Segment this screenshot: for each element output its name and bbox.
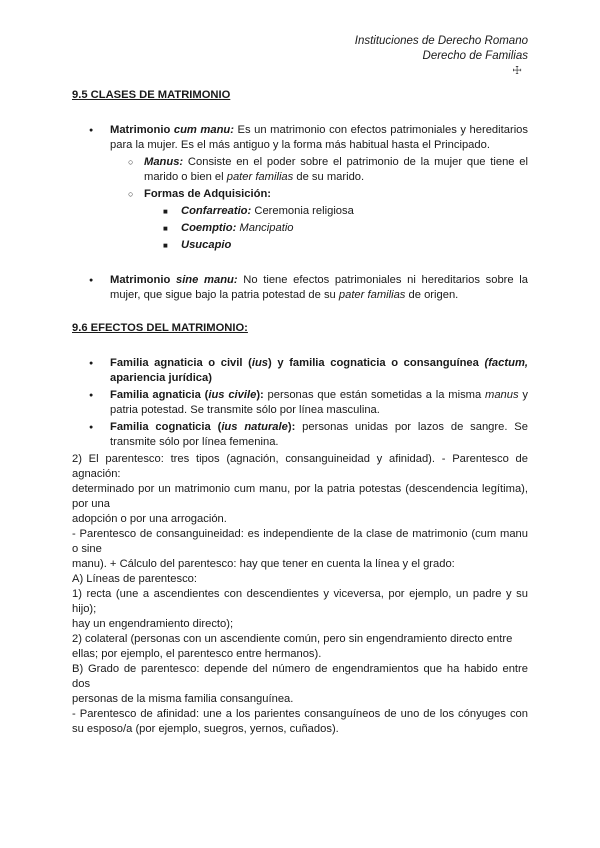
paragraph-line: - Parentesco de consanguineidad: es independiente de la clase de matrimonio (cum manu o sine bbox=[72, 528, 528, 555]
section-heading-clases: 9.5 CLASES DE MATRIMONIO bbox=[72, 89, 231, 101]
list-item-usucapio: ■ Usucapio bbox=[144, 238, 528, 253]
paragraph-line: manu). + Cálculo del parentesco: hay que tener en cuenta la línea y el grado: bbox=[72, 558, 455, 570]
term-label: Manus: bbox=[144, 156, 184, 168]
bullet-familia-tipos: ● Familia agnaticia o civil (ius) y familia cognaticia o consanguínea (factum, apariencia jurídica) bbox=[72, 356, 528, 386]
paragraph-line: adopción o por una arrogación. bbox=[72, 513, 227, 525]
term-label: Formas de Adquisición: bbox=[144, 188, 272, 200]
paragraph-line: personas de la misma familia consanguínea. bbox=[72, 693, 294, 705]
paragraph-line: A) Líneas de parentesco: bbox=[72, 573, 198, 585]
bullet-familia-cognaticia: ● Familia cognaticia (ius naturale): personas unidas por lazos de sangre. Se transmite sólo por línea femenina. bbox=[72, 420, 528, 450]
term-label: Matrimonio sine manu: bbox=[110, 274, 238, 286]
cross-icon: ☩ bbox=[512, 65, 522, 77]
header-topic-title: Derecho de Familias bbox=[422, 50, 528, 62]
bullet-cum-manu bbox=[72, 123, 528, 153]
paragraph-line: ellas; por ejemplo, el parentesco entre hermanos). bbox=[72, 648, 322, 660]
paragraph-line: 2) El parentesco: tres tipos (agnación, consanguineidad y afinidad). - Parentesco de agnación: bbox=[72, 453, 528, 480]
section-heading-efectos: 9.6 EFECTOS DEL MATRIMONIO: bbox=[72, 322, 248, 334]
parentesco-text bbox=[72, 452, 528, 737]
sub-bullet-formas bbox=[110, 187, 528, 202]
list-item-confarreatio: ■ Confarreatio: Ceremonia religiosa bbox=[144, 204, 528, 219]
paragraph-line: - Parentesco de afinidad: une a los parientes consanguíneos de uno de los cónyuges con su esposo/a (por ejemplo, suegros, yernos, cuñados). bbox=[72, 708, 528, 735]
list-item-coemptio: ■ Coemptio: Mancipatio bbox=[144, 221, 528, 236]
bullet-familia-agnaticia: ● Familia agnaticia (ius civile): personas que están sometidas a la misma manus y patria potestad. Se transmite sólo por línea masculina. bbox=[72, 388, 528, 418]
document-body bbox=[72, 88, 528, 737]
term-label: Matrimonio cum manu: bbox=[110, 124, 234, 136]
header-course-title: Instituciones de Derecho Romano bbox=[354, 35, 528, 47]
paragraph-line: determinado por un matrimonio cum manu, por la patria potestas (descendencia legítima), por una bbox=[72, 483, 528, 510]
paragraph-line: hay un engendramiento directo); bbox=[72, 618, 234, 630]
bullet-sine-manu: ● Matrimonio sine manu: No tiene efectos patrimoniales ni hereditarios sobre la mujer, que sigue bajo la patria potestad de su pater familias de origen. bbox=[72, 273, 528, 303]
sub-bullet-manus: ○ Manus: Consiste en el poder sobre el patrimonio de la mujer que tiene el marido o bien el pater familias de su marido. bbox=[110, 155, 528, 185]
page-header bbox=[355, 34, 528, 79]
paragraph-line: 2) colateral (personas con un ascendiente común, pero sin engendramiento directo entre bbox=[72, 633, 513, 645]
paragraph-line: 1) recta (une a ascendientes con descendientes y viceversa, por ejemplo, un padre y su hijo); bbox=[72, 588, 528, 615]
paragraph-line: B) Grado de parentesco: depende del número de engendramientos que ha habido entre dos bbox=[72, 663, 528, 690]
definition-text: Es un matrimonio con efectos patrimoniales y hereditarios para la mujer. Es el más antiguo y la forma más habitual hasta el Principado. bbox=[110, 124, 529, 151]
